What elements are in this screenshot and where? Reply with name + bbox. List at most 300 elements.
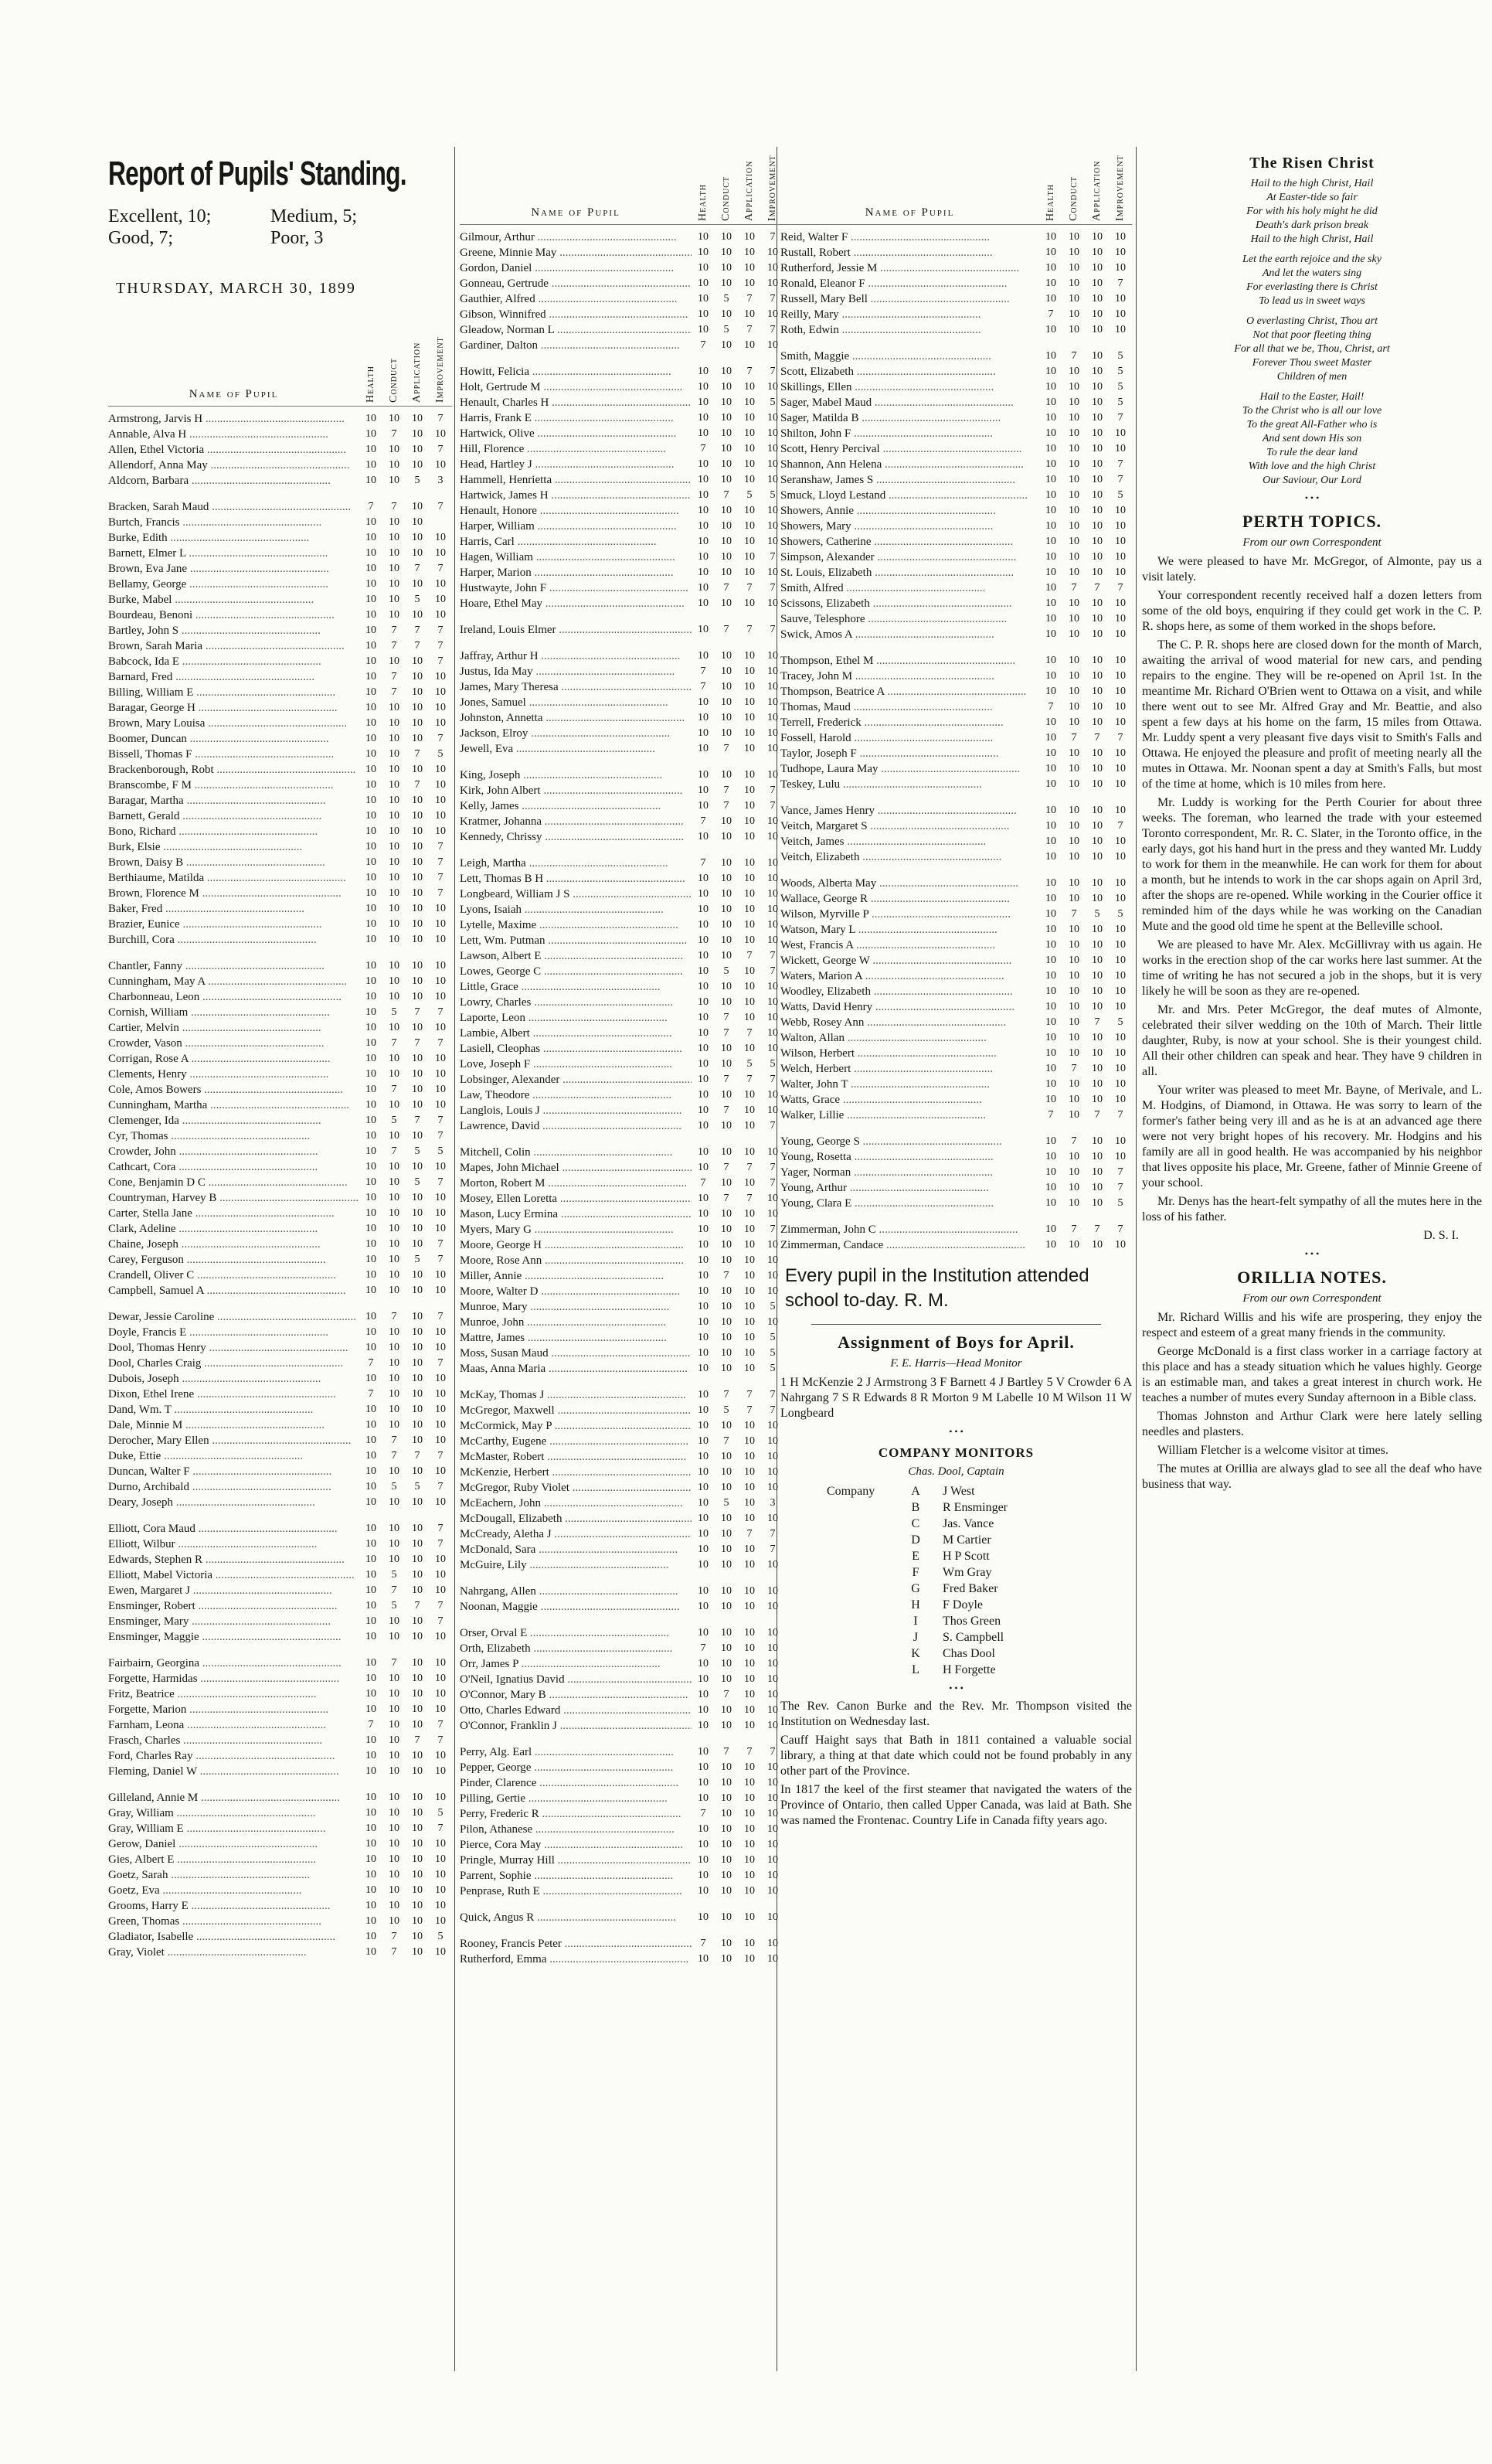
conduct-score: 10 [389, 810, 399, 822]
health-score: 10 [365, 1037, 376, 1049]
pupil-row [108, 1567, 452, 1583]
pupil-row [108, 1402, 452, 1417]
pupil-row [460, 457, 784, 472]
improvement-score: 10 [1115, 597, 1126, 609]
application-score: 7 [1094, 1223, 1100, 1235]
application-score: 10 [744, 1792, 755, 1804]
conduct-score: 10 [1069, 1239, 1079, 1251]
pupil-name: Greene, Minnie May ..... [460, 245, 692, 260]
conduct-score: 5 [391, 1481, 397, 1492]
application-score: 7 [1094, 732, 1100, 744]
improvement-score: 10 [435, 810, 446, 822]
pupil-row [460, 1449, 784, 1465]
pupil-name: Reid, Walter F ..... [780, 230, 1039, 245]
row-gap [108, 488, 452, 499]
pupil-row [460, 1936, 784, 1952]
monitor-name: Fred Baker [943, 1582, 998, 1595]
conduct-score: 10 [1069, 381, 1079, 393]
health-score: 7 [700, 857, 706, 869]
application-score: 10 [1092, 1166, 1103, 1178]
health-score: 10 [365, 671, 376, 682]
health-score: 10 [365, 1022, 376, 1033]
conduct-score: 7 [1071, 908, 1077, 920]
pupil-name: Chantler, Fanny ..... [108, 958, 359, 974]
pupil-name: Hammell, Henrietta ..... [460, 472, 692, 488]
application-score: 10 [1092, 955, 1103, 966]
improvement-score: 10 [435, 1584, 446, 1596]
improvement-score: 10 [435, 1269, 446, 1281]
improvement-score: 10 [767, 1513, 778, 1524]
application-score: 10 [412, 1068, 423, 1080]
improvement-score: 10 [767, 1316, 778, 1328]
application-score: 10 [744, 1451, 755, 1462]
pupil-row [460, 1087, 784, 1103]
application-score: 10 [412, 1688, 423, 1700]
conduct-score: 5 [391, 1115, 397, 1126]
health-score: 10 [365, 1115, 376, 1126]
news-paragraph: William Fletcher is a welcome visitor at times. [1157, 1444, 1388, 1457]
pupil-row [108, 473, 452, 488]
conduct-score: 10 [1069, 443, 1079, 454]
pupil-name: Baragar, Martha ..... [108, 793, 359, 808]
pupil-row [108, 1036, 452, 1051]
pupil-row [460, 1775, 784, 1791]
pupil-row [108, 839, 452, 855]
pupil-row [780, 891, 1132, 907]
application-score: 10 [744, 1301, 755, 1312]
perth-topics-body [1142, 554, 1482, 1225]
pupil-row [460, 814, 784, 829]
conduct-score: 10 [1069, 747, 1079, 759]
poem-line: Not that poor fleeting thing [1252, 329, 1371, 341]
poem-line: For with his holy might he did [1246, 206, 1378, 217]
pupil-row [108, 1717, 452, 1733]
pupil-row [780, 627, 1132, 642]
pupil-row [108, 1252, 452, 1268]
conduct-score: 10 [389, 1807, 399, 1819]
conduct-score: 10 [389, 1161, 399, 1172]
health-score: 10 [1045, 350, 1056, 362]
pupil-name: Shannon, Ann Helena ..... [780, 457, 1039, 472]
application-score: 10 [744, 1854, 755, 1866]
conduct-score: 5 [723, 1404, 729, 1416]
health-score: 10 [365, 1792, 376, 1803]
conduct-score: 10 [721, 996, 732, 1008]
pupil-row [460, 1361, 784, 1377]
company-letter: A [911, 1485, 920, 1498]
application-score: 10 [412, 1765, 423, 1777]
health-score: 10 [365, 1688, 376, 1700]
pupil-row [108, 1356, 452, 1371]
table-header [460, 147, 784, 225]
application-score: 10 [744, 712, 755, 723]
pupil-name: Dale, Minnie M ..... [108, 1417, 359, 1433]
pupil-row [780, 876, 1132, 891]
pupil-row [460, 1253, 784, 1268]
health-score: 10 [1045, 970, 1056, 982]
application-score: 10 [744, 815, 755, 827]
health-score: 10 [1045, 628, 1056, 640]
health-score: 10 [698, 996, 709, 1008]
application-score: 10 [1092, 701, 1103, 713]
improvement-score: 10 [767, 1451, 778, 1462]
application-score: 7 [414, 1450, 420, 1462]
improvement-score: 7 [1117, 277, 1123, 289]
pupil-row [460, 1176, 784, 1191]
pupil-row [108, 685, 452, 700]
pupil-name: Russell, Mary Bell ..... [780, 291, 1039, 307]
improvement-score: 10 [767, 1642, 778, 1654]
pupil-name: McCormick, May P ..... [460, 1418, 692, 1434]
monitor-name: M Cartier [943, 1533, 991, 1547]
pupil-row [780, 684, 1132, 699]
improvement-score: 10 [767, 1808, 778, 1819]
pupil-name: Zimmerman, John C ..... [780, 1222, 1039, 1237]
conduct-score: 10 [389, 594, 399, 605]
conduct-score: 10 [389, 413, 399, 424]
health-score: 10 [1045, 655, 1056, 666]
health-score: 10 [698, 696, 709, 708]
pupil-row [460, 1868, 784, 1884]
application-score: 10 [1092, 686, 1103, 697]
conduct-score: 10 [721, 551, 732, 563]
pupil-row [460, 710, 784, 726]
application-score: 10 [744, 381, 755, 393]
improvement-score: 7 [437, 1130, 444, 1142]
pupil-row [460, 1480, 784, 1496]
health-score: 10 [365, 1434, 376, 1446]
pupil-row [780, 472, 1132, 488]
health-score: 10 [698, 1162, 709, 1173]
pupil-row [108, 1898, 452, 1914]
health-score: 10 [698, 888, 709, 900]
application-score: 10 [1092, 655, 1103, 666]
improvement-score: 7 [437, 1719, 444, 1731]
conduct-score: 10 [721, 1808, 732, 1819]
health-score: 10 [698, 1089, 709, 1101]
application-score: 10 [412, 1238, 423, 1250]
health-score: 10 [698, 934, 709, 946]
conduct-score: 10 [389, 825, 399, 837]
health-score: 10 [1045, 1032, 1056, 1043]
application-score: 10 [1092, 520, 1103, 532]
pupil-name: Charbonneau, Leon ..... [108, 989, 359, 1005]
conduct-score: 7 [391, 1037, 397, 1049]
pupil-row [460, 1910, 784, 1925]
pupil-row [780, 307, 1132, 322]
improvement-score: 10 [767, 1885, 778, 1897]
pupil-row [460, 1465, 784, 1480]
conduct-score: 10 [389, 516, 399, 528]
health-score: 10 [1045, 1078, 1056, 1090]
improvement-score: 7 [437, 1538, 444, 1550]
improvement-score: 7 [437, 1523, 444, 1534]
improvement-score: 7 [770, 800, 776, 812]
conduct-score: 10 [389, 1538, 399, 1550]
improvement-score: 10 [435, 1099, 446, 1111]
grade-poor: Poor, 3 [270, 228, 324, 248]
pupil-name: Noonan, Maggie ..... [460, 1599, 692, 1615]
pupil-name: Howitt, Felicia ..... [460, 364, 692, 379]
pupil-name: Carey, Ferguson ..... [108, 1252, 359, 1268]
improvement-score: 10 [435, 1750, 446, 1761]
pupil-row [780, 1237, 1132, 1253]
health-score: 10 [365, 1869, 376, 1880]
conduct-score: 10 [721, 1223, 732, 1235]
conduct-score: 10 [389, 1099, 399, 1111]
conduct-score: 7 [723, 1435, 729, 1447]
pupil-name: Moore, Rose Ann ..... [460, 1253, 692, 1268]
application-score: 10 [412, 1719, 423, 1731]
conduct-score: 10 [721, 1043, 732, 1054]
pupil-name: Bracken, Sarah Maud ..... [108, 499, 359, 515]
health-score: 10 [698, 1528, 709, 1540]
conduct-score: 10 [721, 831, 732, 842]
conduct-score: 10 [721, 1332, 732, 1343]
improvement-score: 10 [1115, 1047, 1126, 1059]
conduct-score: 7 [723, 1162, 729, 1173]
poem-line: O everlasting Christ, Thou art [1246, 315, 1378, 327]
application-score: 10 [412, 1569, 423, 1581]
improvement-score: 10 [767, 412, 778, 424]
grade-legend [108, 206, 433, 249]
health-score: 10 [698, 324, 709, 335]
health-score: 10 [698, 1193, 709, 1204]
application-score: 10 [412, 1496, 423, 1508]
improvement-score: 10 [435, 1765, 446, 1777]
pupil-name: Wilson, Myrville P ..... [780, 907, 1039, 922]
health-score: 10 [365, 1465, 376, 1477]
application-score: 10 [1092, 350, 1103, 362]
pupil-row [108, 1448, 452, 1464]
name-header: Name of Pupil [865, 206, 955, 219]
pupil-row [460, 679, 784, 695]
health-score: 10 [698, 458, 709, 470]
improvement-score: 10 [767, 458, 778, 470]
improvement-score: 7 [437, 1822, 444, 1834]
improvement-score: 10 [767, 873, 778, 884]
conduct-score: 10 [1069, 701, 1079, 713]
company-label [827, 1499, 889, 1516]
monitor-row [827, 1532, 1132, 1548]
row-gap [460, 611, 784, 622]
row-gap [460, 1134, 784, 1145]
improvement-score: 3 [770, 1497, 776, 1509]
pupil-name: Brown, Eva Jane ..... [108, 561, 359, 577]
application-score: 10 [744, 427, 755, 439]
conduct-score: 10 [721, 396, 732, 408]
conduct-score: 10 [721, 1347, 732, 1359]
pupil-name: Pilling, Gertie ..... [460, 1791, 692, 1806]
company-letter: L [912, 1663, 919, 1676]
conduct-score: 10 [721, 520, 732, 532]
improvement-score: 5 [437, 1807, 444, 1819]
pupil-name: Henault, Charles H ..... [460, 395, 692, 410]
application-score: 10 [412, 686, 423, 698]
monitor-row [827, 1613, 1132, 1629]
conduct-score: 10 [389, 1404, 399, 1415]
pupil-name: Edwards, Stephen R ..... [108, 1552, 359, 1567]
application-score: 10 [412, 459, 423, 471]
conduct-score: 10 [721, 247, 732, 258]
pupil-name: Showers, Mary ..... [780, 519, 1039, 534]
poem-line: To the great All-Father who is [1246, 419, 1378, 431]
application-score: 10 [412, 717, 423, 729]
pupil-name: Cunningham, Martha ..... [108, 1098, 359, 1113]
conduct-score: 10 [721, 231, 732, 243]
health-score: 7 [1048, 1109, 1054, 1121]
pupil-row [108, 411, 452, 427]
health-score: 7 [700, 339, 706, 351]
improvement-score: 10 [1115, 851, 1126, 863]
application-score: 10 [744, 650, 755, 662]
conduct-score: 7 [723, 800, 729, 812]
pupil-row [108, 989, 452, 1005]
pupil-name: Barnard, Fred ..... [108, 669, 359, 685]
pupil-row [780, 534, 1132, 550]
improvement-score: 10 [767, 727, 778, 739]
conduct-score: 10 [721, 727, 732, 739]
monitor-row [827, 1483, 1132, 1499]
conduct-score: 7 [1071, 582, 1077, 594]
pupil-name: Thompson, Ethel M ..... [780, 653, 1039, 669]
application-score: 10 [744, 1043, 755, 1054]
pupil-row [460, 995, 784, 1010]
improvement-score: 10 [767, 427, 778, 439]
application-score: 10 [1092, 396, 1103, 408]
pupil-name: Walter, John T ..... [780, 1077, 1039, 1092]
pupil-row [108, 1883, 452, 1898]
application-score: 10 [412, 1584, 423, 1596]
improvement-score: 10 [435, 918, 446, 930]
application-score: 10 [412, 1631, 423, 1642]
pupil-name: Perry, Alg. Earl ..... [460, 1744, 692, 1760]
pupil-row [108, 1113, 452, 1128]
conduct-score: 10 [1069, 613, 1079, 625]
conduct-score: 10 [389, 1388, 399, 1400]
improvement-score: 5 [770, 1347, 776, 1359]
improvement-score: 7 [437, 444, 444, 455]
health-score: 7 [700, 1938, 706, 1949]
pupil-name: Elliott, Wilbur ..... [108, 1537, 359, 1552]
improvement-score: 10 [435, 1342, 446, 1353]
health-score: 10 [365, 1750, 376, 1761]
pupil-row [780, 777, 1132, 792]
application-score: 10 [744, 1938, 755, 1949]
improvement-score: 10 [435, 934, 446, 945]
conduct-score: 10 [389, 1792, 399, 1803]
pupil-name: Derocher, Mary Ellen ..... [108, 1433, 359, 1448]
conduct-score: 7 [723, 743, 729, 754]
pupil-row [460, 1010, 784, 1026]
pupil-row [460, 1557, 784, 1573]
application-score: 10 [744, 1658, 755, 1669]
pupil-list [460, 230, 784, 1967]
pupil-name: Babcock, Ida E ..... [108, 654, 359, 669]
application-score: 10 [744, 1332, 755, 1343]
grade-medium: Medium, 5; [270, 206, 357, 226]
application-score: 7 [1094, 1016, 1100, 1028]
improvement-score: 10 [435, 1554, 446, 1565]
pupil-row [108, 1051, 452, 1067]
health-score: 10 [365, 1631, 376, 1642]
conduct-score: 10 [721, 650, 732, 662]
improvement-score: 10 [1115, 893, 1126, 904]
pupil-row [460, 1687, 784, 1703]
improvement-score: 10 [767, 857, 778, 869]
health-score: 10 [365, 1569, 376, 1581]
health-score: 10 [365, 1538, 376, 1550]
health-score: 10 [365, 810, 376, 822]
health-score: 10 [698, 1885, 709, 1897]
pupil-name: Burchill, Cora ..... [108, 932, 359, 948]
conduct-score: 7 [1071, 1223, 1077, 1235]
application-score: 10 [412, 934, 423, 945]
application-score: 7 [746, 582, 753, 594]
news-paragraph: Mr. Denys has the heart-felt sympathy of all the mutes here in the loss of his father. [1142, 1195, 1482, 1223]
pupil-name: Holt, Gertrude M ..... [460, 379, 692, 395]
health-score: 10 [365, 1373, 376, 1384]
improvement-score: 10 [1115, 308, 1126, 320]
pupil-name: Harper, William ..... [460, 519, 692, 534]
pupil-row [460, 580, 784, 596]
application-score: 10 [412, 1053, 423, 1064]
conduct-score: 10 [389, 547, 399, 559]
pupil-row [460, 948, 784, 964]
application-score: 10 [412, 1465, 423, 1477]
conduct-score: 10 [721, 339, 732, 351]
pupil-row [108, 1325, 452, 1340]
conduct-score: 10 [1069, 396, 1079, 408]
conduct-score: 10 [721, 412, 732, 424]
improvement-score: 10 [435, 1388, 446, 1400]
pupil-row [460, 622, 784, 638]
pupil-name: Countryman, Harvey B ..... [108, 1190, 359, 1206]
improvement-score: 10 [767, 1658, 778, 1669]
pupil-name: St. Louis, Elizabeth ..... [780, 565, 1039, 580]
company-letter: G [911, 1582, 920, 1595]
pupil-name: Jewell, Eva ..... [460, 741, 692, 757]
pupil-name: Watts, Grace ..... [780, 1092, 1039, 1108]
grade-excellent: Excellent, 10; [108, 206, 212, 226]
improvement-header: Improvement [766, 155, 778, 221]
conduct-score: 10 [389, 748, 399, 760]
improvement-score: 10 [1115, 505, 1126, 516]
improvement-score: 10 [1115, 567, 1126, 578]
pupil-name: Seranshaw, James S ..... [780, 472, 1039, 488]
improvement-score: 7 [437, 1037, 444, 1049]
conduct-header: Conduct [388, 357, 399, 403]
improvement-score: 10 [1115, 836, 1126, 847]
application-score: 10 [412, 1223, 423, 1234]
conduct-score: 10 [389, 475, 399, 486]
health-score: 10 [698, 1451, 709, 1462]
pupil-name: Kratmer, Johanna ..... [460, 814, 692, 829]
health-score: 10 [365, 825, 376, 837]
health-score: 10 [1045, 231, 1056, 243]
improvement-score: 10 [435, 686, 446, 698]
company-label [827, 1662, 889, 1678]
conduct-score: 10 [389, 609, 399, 621]
head-monitor: F. E. Harris—Head Monitor [890, 1357, 1022, 1370]
health-score: 10 [365, 516, 376, 528]
conduct-score: 10 [721, 1146, 732, 1158]
pupil-name: Gray, William ..... [108, 1805, 359, 1821]
improvement-score: 7 [437, 733, 444, 744]
health-score: 10 [365, 1404, 376, 1415]
company-monitors-title: COMPANY MONITORS [878, 1445, 1035, 1460]
health-score: 10 [698, 769, 709, 781]
